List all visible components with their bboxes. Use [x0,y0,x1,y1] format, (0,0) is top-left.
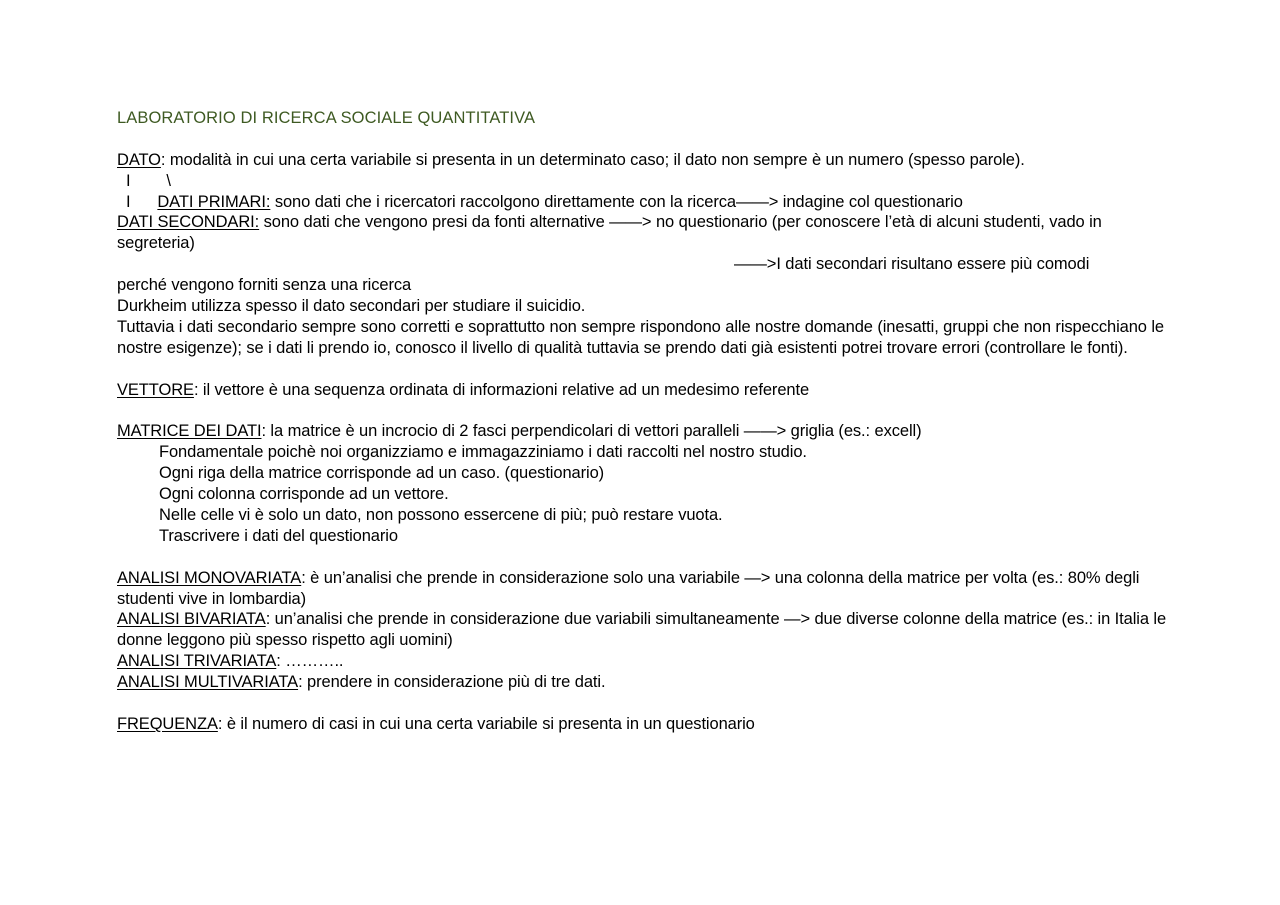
dati-secondari-term: DATI SECONDARI: [117,213,260,232]
spacer [117,129,1177,150]
matrice-text: : la matrice è un incrocio di 2 fasci perpendicolari di vettori paralleli ——> griglia (es.: excell) [261,422,922,441]
spacer [117,401,1177,422]
tree-branch-line: I \ [117,171,171,190]
analisi-trivariata-definition [117,651,1177,672]
vettore-definition [117,380,1177,401]
analisi-monovariata-term: ANALISI MONOVARIATA [117,568,302,587]
vettore-term: VETTORE [117,380,194,399]
dato-term: DATO [117,150,161,169]
analisi-bivariata-term: ANALISI BIVARIATA [117,610,266,629]
vettore-text: : il vettore è una sequenza ordinata di informazioni relative ad un medesimo referente [193,380,810,399]
dati-primari-definition [117,192,1177,213]
dati-secondari-text: sono dati che vengono presi da fonti alternative ——> no questionario (per conoscere l’età di alcuni studenti, vado in segreteria) [117,213,1102,253]
matrice-term: MATRICE DEI DATI [117,422,262,441]
dati-secondari-note-cont: perché vengono forniti senza una ricerca [117,276,412,295]
frequenza-term: FREQUENZA [117,714,218,733]
matrice-definition [117,421,1177,442]
frequenza-text: : è il numero di casi in cui una certa variabile si presenta in un questionario [217,714,755,733]
dati-secondari-definition [117,212,1177,254]
frequenza-definition [117,714,1177,735]
analisi-bivariata-text: : un’analisi che prende in considerazione due variabili simultaneamente —> due diverse colonne della matrice (es.: in Italia le donne leggono più spesso rispetto agli uomini) [117,610,1167,650]
analisi-bivariata-definition [117,609,1177,651]
analisi-multivariata-text: : prendere in considerazione più di tre dati. [298,673,606,692]
analisi-multivariata-definition [117,672,1177,693]
dato-text: : modalità in cui una certa variabile si presenta in un determinato caso; il dato non sempre è un numero (spesso parole). [160,150,1025,169]
dato-definition [117,150,1177,171]
matrice-item: Ogni riga della matrice corrisponde ad un caso. (questionario) [159,464,605,483]
dati-secondari-note: ——>I dati secondari risultano essere più comodi [734,255,1090,274]
dati-primari-term: DATI PRIMARI: [157,192,271,211]
spacer [117,359,1177,380]
durkheim-note: Durkheim utilizza spesso il dato secondari per studiare il suicidio. [117,297,586,316]
tree-prefix: I [117,192,158,211]
analisi-multivariata-term: ANALISI MULTIVARIATA [117,673,299,692]
analisi-trivariata-text: : ……….. [276,652,344,671]
spacer [117,547,1177,568]
matrice-item: Ogni colonna corrisponde ad un vettore. [159,485,449,504]
matrice-item: Trascrivere i dati del questionario [159,526,398,545]
analisi-trivariata-term: ANALISI TRIVARIATA [117,652,277,671]
matrice-item: Nelle celle vi è solo un dato, non possono essercene di più; può restare vuota. [159,505,723,524]
analisi-monovariata-definition [117,568,1177,610]
document-title: LABORATORIO DI RICERCA SOCIALE QUANTITATIVA [117,109,536,127]
matrice-item: Fondamentale poichè noi organizziamo e immagazziniamo i dati raccolti nel nostro studio. [159,443,807,462]
document-page [117,108,1177,735]
spacer [117,693,1177,714]
tuttavia-paragraph: Tuttavia i dati secondario sempre sono corretti e soprattutto non sempre rispondono alle nostre domande (inesatti, gruppi che non rispecchiano le nostre esigenze); se i dati li prendo io, conosco il livello di qualità tuttavia se prendo dati già esistenti potrei trovare errori (controllare le fonti). [117,317,1164,357]
dati-primari-text: sono dati che i ricercatori raccolgono direttamente con la ricerca——> indagine col questionario [270,192,963,211]
analisi-monovariata-text: : è un’analisi che prende in considerazione solo una variabile —> una colonna della matrice per volta (es.: 80% degli studenti vive in lombardia) [117,568,1140,608]
